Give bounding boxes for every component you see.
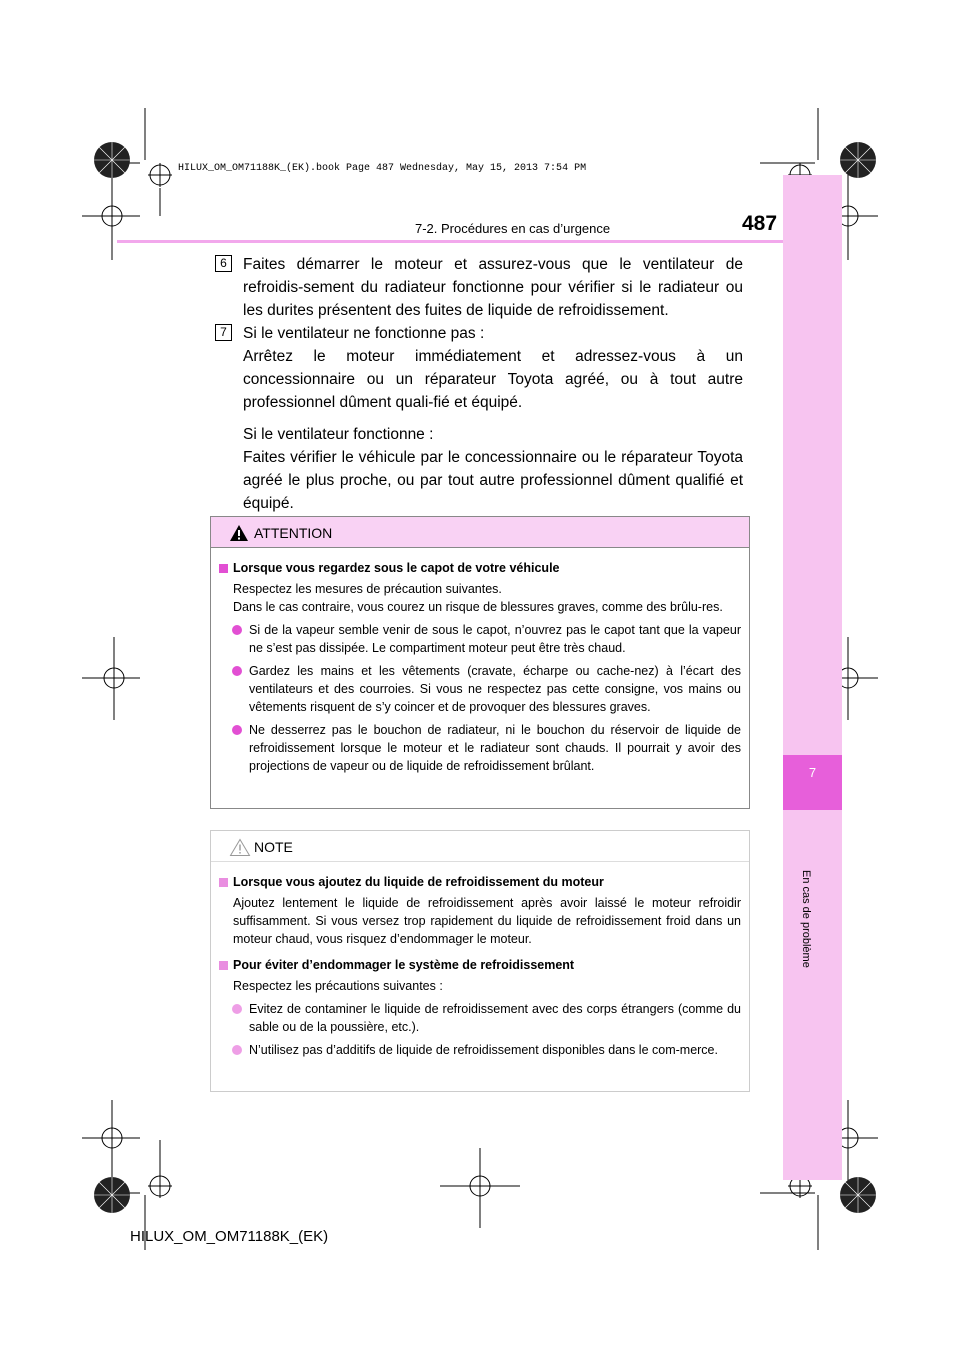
- note-panel: [210, 830, 750, 1092]
- step-6-paragraph: Faites démarrer le moteur et assurez-vous que le ventilateur de refroidis-sement du radiateur fonctionne pour vérifier si le radiateur ou les durites présentent des fuites de liquide de refroidissement.: [243, 256, 743, 319]
- step-7-condition-2: Si le ventilateur fonctionne :: [243, 426, 434, 443]
- note-heading-2: Pour éviter d’endommager le système de refroidissement: [219, 956, 741, 974]
- step-7-condition-1: Si le ventilateur ne fonctionne pas :: [243, 325, 485, 342]
- note-body: [211, 862, 749, 1059]
- note-heading-1: Lorsque vous ajoutez du liquide de refroidissement du moteur: [219, 873, 741, 891]
- note-section-2-intro: Respectez les précautions suivantes :: [233, 979, 443, 993]
- page-number: 487: [742, 212, 778, 235]
- chapter-number: 7: [808, 765, 817, 780]
- attention-intro-1: Respectez les mesures de précaution suivantes.: [233, 582, 502, 596]
- attention-panel: [210, 516, 750, 809]
- step-number-7: 7: [215, 324, 232, 341]
- step-7-action-1: Arrêtez le moteur immédiatement et adressez-vous à un concessionnaire ou un réparateur Toyota agréé, ou à tout autre professionnel dûment quali-fié et équipé.: [243, 348, 743, 411]
- chapter-side-tab: [783, 175, 842, 1180]
- step-6-text: [243, 253, 743, 322]
- attention-bullet: Gardez les mains et les vêtements (cravate, écharpe ou cache-nez) à l’écart des ventilateurs et des courroies. Si vous ne respectez pas cette consigne, vos mains ou vêtements risquent de s’y coincer et de provoquer des blessures graves.: [219, 662, 741, 716]
- attention-body: [211, 548, 749, 775]
- chapter-number-tab: [783, 755, 842, 810]
- attention-header: [211, 517, 749, 548]
- round-bullet-icon: [232, 1004, 242, 1014]
- square-bullet-icon: [219, 564, 228, 573]
- attention-heading: Lorsque vous regardez sous le capot de votre véhicule: [219, 559, 741, 577]
- step-number-6: 6: [215, 255, 232, 272]
- caution-outline-icon: [229, 838, 251, 857]
- note-header: [211, 831, 749, 862]
- step-7-action-2: Faites vérifier le véhicule par le concessionnaire ou le réparateur Toyota agréé le plus proche, ou par tout autre professionnel dûment qualifié et équipé.: [243, 449, 743, 512]
- square-bullet-icon: [219, 878, 228, 887]
- round-bullet-icon: [232, 725, 242, 735]
- header-rule: [117, 240, 783, 243]
- round-bullet-icon: [232, 625, 242, 635]
- note-bullet: N’utilisez pas d’additifs de liquide de refroidissement disponibles dans le com-merce.: [219, 1041, 741, 1059]
- round-bullet-icon: [232, 666, 242, 676]
- attention-intro-2: Dans le cas contraire, vous courez un risque de blessures graves, comme des brûlu-res.: [233, 600, 723, 614]
- attention-bullet: Ne desserrez pas le bouchon de radiateur, ni le bouchon du réservoir de liquide de refroidissement lorsque le moteur et le radiateur sont chauds. Il pourrait y avoir des projections de vapeur ou de liquide de refroidissement brûlant.: [219, 721, 741, 775]
- attention-bullet: Si de la vapeur semble venir de sous le capot, n’ouvrez pas le capot tant que la vapeur ne s’est pas dissipée. Le compartiment moteur peut être très chaud.: [219, 621, 741, 657]
- book-file-line: HILUX_OM_OM71188K_(EK).book Page 487 Wednesday, May 15, 2013 7:54 PM: [178, 163, 587, 174]
- note-bullet: Evitez de contaminer le liquide de refroidissement avec des corps étrangers (comme du sable ou de la poussière, etc.).: [219, 1000, 741, 1036]
- note-title: NOTE: [254, 839, 293, 855]
- step-7-text: [243, 322, 743, 515]
- chapter-label: En cas de problème: [800, 870, 812, 968]
- square-bullet-icon: [219, 961, 228, 970]
- attention-title: ATTENTION: [254, 525, 333, 541]
- round-bullet-icon: [232, 1045, 242, 1055]
- warning-icon: [229, 524, 249, 542]
- manual-code-footer: HILUX_OM_OM71188K_(EK): [130, 1228, 329, 1245]
- section-title: 7-2. Procédures en cas d’urgence: [415, 221, 611, 236]
- note-section-1-text: Ajoutez lentement le liquide de refroidissement après avoir laissé le moteur refroidir suffisamment. Si vous versez trop rapidement du liquide de refroidissement froid dans un moteur chaud, vous risquez d’endommager le moteur.: [233, 896, 741, 946]
